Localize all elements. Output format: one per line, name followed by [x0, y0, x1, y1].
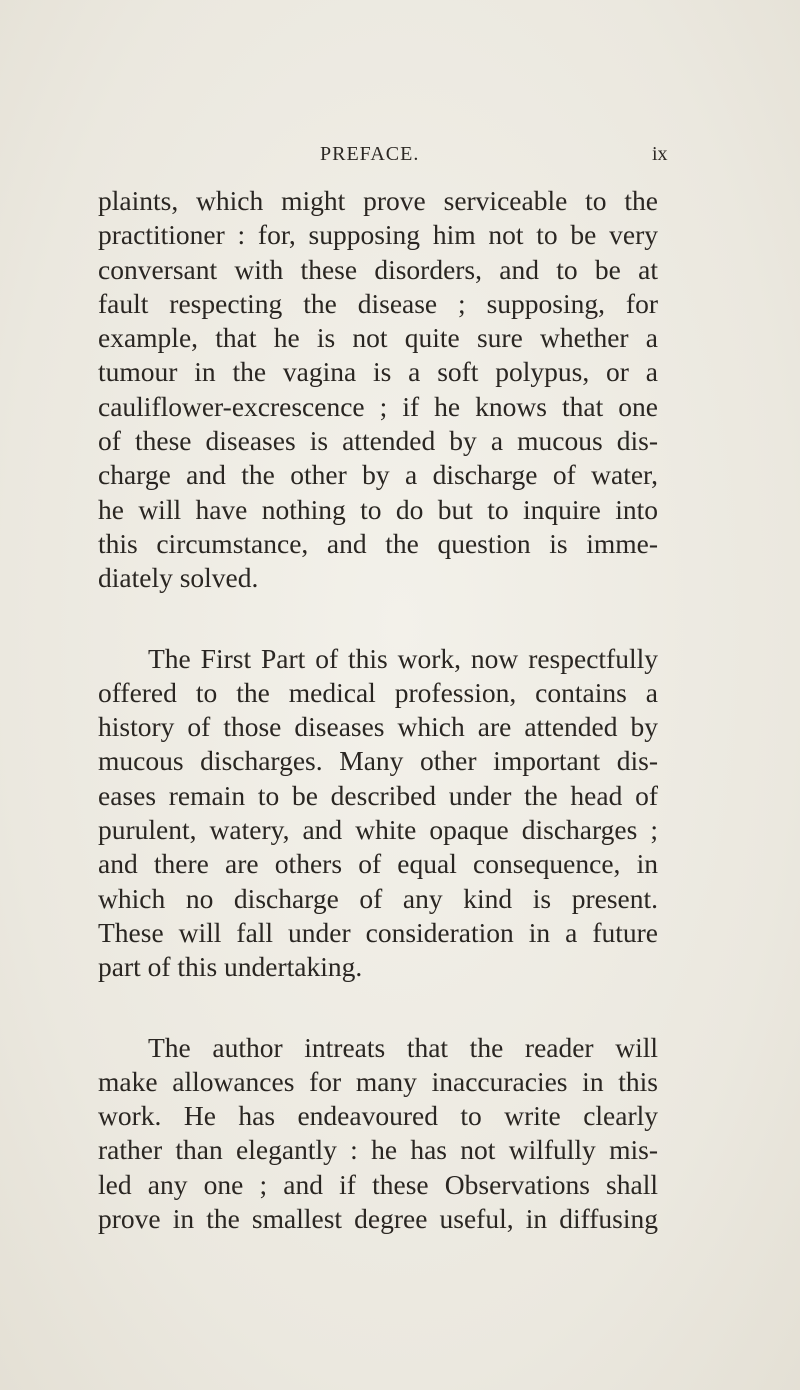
- text-line: eases remain to be described under the head of: [98, 779, 658, 811]
- text-line: prove in the smallest degree useful, in diffusing: [98, 1203, 658, 1235]
- text-line: purulent, watery, and white opaque discharges ;: [98, 814, 658, 846]
- running-title: PREFACE.: [320, 143, 420, 165]
- text-line: mucous discharges. Many other important dis-: [98, 745, 658, 777]
- paragraph-gap: [98, 596, 658, 642]
- text-line: work. He has endeavoured to write clearly: [98, 1100, 658, 1132]
- body-text: [98, 184, 658, 1236]
- text-line: rather than elegantly : he has not wilfully mis-: [98, 1134, 658, 1166]
- paragraph-3: [98, 1031, 658, 1237]
- text-line: history of those diseases which are attended by: [98, 711, 658, 743]
- text-line: conversant with these disorders, and to be at: [98, 253, 658, 285]
- paragraph-gap: [98, 985, 658, 1031]
- text-line: make allowances for many inaccuracies in this: [98, 1065, 658, 1097]
- text-line: These will fall under consideration in a future: [98, 916, 658, 948]
- text-line: fault respecting the disease ; supposing, for: [98, 287, 658, 319]
- text-line: cauliflower-excrescence ; if he knows that one: [98, 390, 658, 422]
- text-line: which no discharge of any kind is present.: [98, 882, 658, 914]
- text-line: diately solved.: [98, 562, 259, 594]
- text-line: plaints, which might prove serviceable to the: [98, 185, 658, 216]
- text-line: he will have nothing to do but to inquire into: [98, 493, 658, 525]
- text-line: of these diseases is attended by a mucous dis-: [98, 425, 658, 457]
- running-head: [0, 143, 800, 173]
- paragraph-1: [98, 184, 658, 596]
- text-line: tumour in the vagina is a soft polypus, or a: [98, 356, 658, 388]
- text-line: led any one ; and if these Observations shall: [98, 1168, 658, 1200]
- text-line: practitioner : for, supposing him not to be very: [98, 219, 658, 251]
- text-line: and there are others of equal consequence, in: [98, 848, 658, 880]
- text-line: part of this undertaking.: [98, 951, 363, 983]
- paragraph-2: [98, 642, 658, 985]
- page-number: ix: [652, 143, 668, 165]
- text-line: The First Part of this work, now respectfully: [148, 642, 658, 674]
- text-line: offered to the medical profession, contains a: [98, 676, 658, 708]
- text-line: charge and the other by a discharge of water,: [98, 459, 658, 491]
- text-line: example, that he is not quite sure whether a: [98, 322, 658, 354]
- text-line: The author intreats that the reader will: [148, 1031, 658, 1063]
- text-line: this circumstance, and the question is imme-: [98, 527, 658, 559]
